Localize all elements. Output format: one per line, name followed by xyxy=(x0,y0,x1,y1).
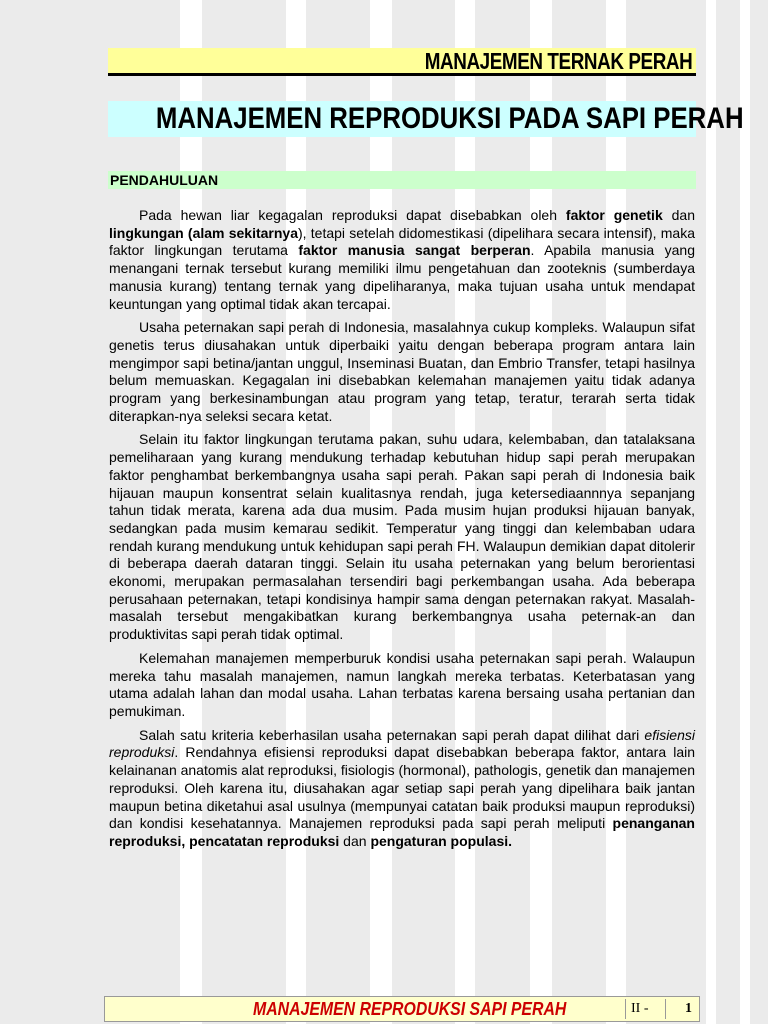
paragraph-text: . Apabila manusia yang menangani ternak tersebut kurang memiliki ilmu pengetahuan dan zooteknis (sumberdaya manusia kurang) tentang ternak yang dipeliharanya, maka tujuan usaha untuk mendapat keuntungan yang optimal tidak akan tercapai. xyxy=(109,242,696,312)
bold-phrase: pengaturan populasi. xyxy=(370,832,513,849)
page-number: 1 xyxy=(685,1001,692,1016)
running-header xyxy=(108,48,696,76)
paragraph-text: Salah satu kriteria keberhasilan usaha peternakan sapi perah dapat dilihat dari xyxy=(139,726,645,743)
paragraph: Kelemahan manajemen memperburuk kondisi usaha peternakan sapi perah. Walaupun mereka tahu masalah manajemen, namun langkah mereka terbatas. Keterbatasan yang utama adalah lahan dan modal usaha. Lahan terbatas karena bersaing usaha pertanian dan pemukiman. xyxy=(109,649,695,719)
running-footer xyxy=(104,996,700,1022)
paragraph xyxy=(109,207,695,313)
page-title: MANAJEMEN REPRODUKSI PADA SAPI PERAH xyxy=(155,102,744,135)
bold-phrase: lingkungan (alam sekitarnya xyxy=(109,224,298,241)
paragraph-text: Pada hewan liar kegagalan reproduksi dapat disebabkan oleh xyxy=(139,207,566,223)
italic-phrase: efisiensi reproduksi xyxy=(109,726,695,761)
running-header-title: MANAJEMEN TERNAK PERAH xyxy=(424,48,692,74)
paragraph-text: dan xyxy=(662,207,695,223)
chapter-label: II - xyxy=(631,1001,649,1016)
paragraph: Selain itu faktor lingkungan terutama pakan, suhu udara, kelembaban, dan tatalaksana pemeliharaan yang kurang mendukung terhadap kebutuhan hidup sapi perah merupakan faktor penghambat berkembangnya usaha sapi perah. Pakan sapi perah di Indonesia baik hijauan maupun konsentrat selain kualitasnya rendah, juga ketersediaannnya sepanjang tahun tidak merata, karena ada dua musim. Pada musim hujan produksi hijauan banyak, sedangkan pada musim kemarau sedikit. Temperatur yang tinggi dan kelembaban udara rendah kurang mendukung untuk kehidupan sapi perah FH. Walaupun demikian dapat ditolerir di beberapa daerah dataran tinggi. Selain itu usaha peternakan yang belum berorientasi ekonomi, merupakan permasalahan tersendiri bagi perkembangan usaha. Ada beberapa perusahaan peternakan, tetapi kondisinya hampir sama dengan peternakan rakyat. Masalah-masalah tersebut mengakibatkan kurang berkembangnya usaha peternak-an dan produktivitas sapi perah tidak optimal. xyxy=(109,431,695,643)
page-title-banner xyxy=(108,101,744,137)
footer-divider xyxy=(625,999,626,1019)
body-text xyxy=(109,207,695,857)
paragraph-text: . Rendahnya efisiensi reproduksi dapat disebabkan beberapa faktor, antara lain kelainanan anatomis alat reproduksi, fisiologis (hormonal), pathologis, genetik dan manajemen reproduksi. Oleh karena itu, diusahakan agar setiap sapi perah yang dipelihara baik jantan maupun betina diketahui asal usulnya (mempunyai catatan baik produksi maupun reproduksi) dan kondisi kesehatannya. Manajemen reproduksi pada sapi perah meliputi xyxy=(109,744,696,832)
paragraph: Usaha peternakan sapi perah di Indonesia, masalahnya cukup kompleks. Walaupun sifat genetis terus diusahakan untuk diperbaiki yaitu dengan beberapa program antara lain mengimpor sapi betina/jantan unggul, Inseminasi Buatan, dan Embrio Transfer, tetapi hasilnya belum memuaskan. Kegagalan ini disebabkan kelemahan manajemen yaitu tidak adanya program yang berkesinambungan atau program yang tetap, teratur, terarah serta tidak diterapkan-nya seleksi secara ketat. xyxy=(109,319,695,424)
footer-title: MANAJEMEN REPRODUKSI SAPI PERAH xyxy=(253,999,567,1019)
bold-phrase: penanganan reproduksi, pencatatan reproduksi xyxy=(109,815,695,849)
paragraph-text: dan xyxy=(339,832,371,849)
footer-divider xyxy=(665,999,666,1019)
paragraph xyxy=(109,727,695,851)
bold-phrase: faktor genetik xyxy=(565,207,663,223)
bold-phrase: faktor manusia sangat berperan xyxy=(298,242,531,259)
section-heading: PENDAHULUAN xyxy=(110,172,219,188)
section-heading-bar xyxy=(108,171,696,189)
paragraph-text: ), tetapi setelah didomestikasi (dipelihara secara intensif), maka faktor lingkungan terutama xyxy=(109,224,695,259)
